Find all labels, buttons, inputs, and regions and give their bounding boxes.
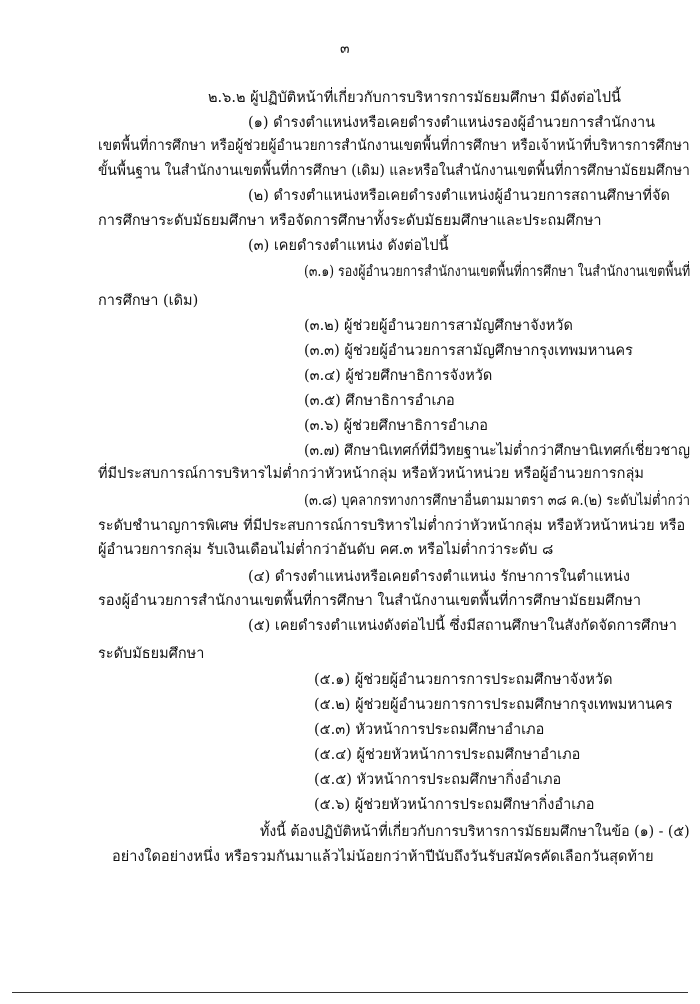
item-3-6: (๓.๖) ผู้ช่วยศึกษาธิการอำเภอ xyxy=(304,418,488,434)
item-3-5: (๓.๕) ศึกษาธิการอำเภอ xyxy=(304,393,455,409)
bottom-edge-line xyxy=(12,992,688,993)
item-3-8-line-3: ผู้อำนวยการกลุ่ม รับเงินเดือนไม่ต่ำกว่าอันดับ คศ.๓ หรือไม่ต่ำกว่าระดับ ๘ xyxy=(98,542,554,558)
closing-line-2: อย่างใดอย่างหนึ่ง หรือรวมกันมาแล้วไม่น้อยกว่าห้าปีนับถึงวันรับสมัครคัดเลือกวันสุดท้าย xyxy=(112,849,654,865)
item-5-2: (๕.๒) ผู้ช่วยผู้อำนวยการการประถมศึกษากรุงเทพมหานคร xyxy=(314,697,673,713)
item-3-4: (๓.๔) ผู้ช่วยศึกษาธิการจังหวัด xyxy=(304,368,493,384)
item-5-1: (๕.๑) ผู้ช่วยผู้อำนวยการการประถมศึกษาจังหวัด xyxy=(314,672,613,688)
item-2-line-2: การศึกษาระดับมัธยมศึกษา หรือจัดการศึกษาทั้งระดับมัธยมศึกษาและประถมศึกษา xyxy=(98,213,602,229)
closing-line-1: ทั้งนี้ ต้องปฏิบัติหน้าที่เกี่ยวกับการบริหารการมัธยมศึกษาในข้อ (๑) - (๕) xyxy=(260,824,690,840)
item-1-line-2: เขตพื้นที่การศึกษา หรือผู้ช่วยผู้อำนวยการสำนักงานเขตพื้นที่การศึกษา หรือเจ้าหน้าที่บริหารการศึกษา xyxy=(98,138,690,154)
item-2-line-1: (๒) ดำรงตำแหน่งหรือเคยดำรงตำแหน่งผู้อำนวยการสถานศึกษาที่จัด xyxy=(248,188,670,204)
item-4-line-2: รองผู้อำนวยการสำนักงานเขตพื้นที่การศึกษา ในสำนักงานเขตพื้นที่การศึกษามัธยมศึกษา xyxy=(98,593,641,609)
item-5-4: (๕.๔) ผู้ช่วยหัวหน้าการประถมศึกษาอำเภอ xyxy=(314,747,581,763)
item-5-line-2: ระดับมัธยมศึกษา xyxy=(98,646,205,662)
item-5-6: (๕.๖) ผู้ช่วยหัวหน้าการประถมศึกษากิ่งอำเภอ xyxy=(314,797,595,813)
item-3-2: (๓.๒) ผู้ช่วยผู้อำนวยการสามัญศึกษาจังหวัด xyxy=(304,318,573,334)
item-3-8-line-1: (๓.๘) บุคลากรทางการศึกษาอื่นตามมาตรา ๓๘ ค.(๒) ระดับไม่ต่ำกว่า xyxy=(304,493,691,509)
item-1-line-1: (๑) ดำรงตำแหน่งหรือเคยดำรงตำแหน่งรองผู้อำนวยการสำนักงาน xyxy=(248,115,656,131)
page-number: ๓ xyxy=(340,41,350,57)
item-4-line-1: (๔) ดำรงตำแหน่งหรือเคยดำรงตำแหน่ง รักษาการในตำแหน่ง xyxy=(248,569,630,585)
item-5-5: (๕.๕) หัวหน้าการประถมศึกษากิ่งอำเภอ xyxy=(314,772,562,788)
item-3-3: (๓.๓) ผู้ช่วยผู้อำนวยการสามัญศึกษากรุงเทพมหานคร xyxy=(304,343,633,359)
item-3-heading: (๓) เคยดำรงตำแหน่ง ดังต่อไปนี้ xyxy=(248,238,449,254)
item-3-7-line-2: ที่มีประสบการณ์การบริหารไม่ต่ำกว่าหัวหน้ากลุ่ม หรือหัวหน้าหน่วย หรือผู้อำนวยการกลุ่ม xyxy=(98,466,644,482)
item-5-line-1: (๕) เคยดำรงตำแหน่งดังต่อไปนี้ ซึ่งมีสถานศึกษาในสังกัดจัดการศึกษา xyxy=(248,618,677,634)
item-1-line-3: ขั้นพื้นฐาน ในสำนักงานเขตพื้นที่การศึกษา (เดิม) และหรือในสำนักงานเขตพื้นที่การศึกษามัธยมศึกษา xyxy=(98,163,690,179)
item-3-1-line-2: การศึกษา (เดิม) xyxy=(98,293,199,309)
section-heading: ๒.๖.๒ ผู้ปฏิบัติหน้าที่เกี่ยวกับการบริหารการมัธยมศึกษา มีดังต่อไปนี้ xyxy=(208,90,621,106)
item-5-3: (๕.๓) หัวหน้าการประถมศึกษาอำเภอ xyxy=(314,722,545,738)
item-3-7-line-1: (๓.๗) ศึกษานิเทศก์ที่มีวิทยฐานะไม่ต่ำกว่าศึกษานิเทศก์เชี่ยวชาญ xyxy=(304,443,690,459)
item-3-8-line-2: ระดับชำนาญการพิเศษ ที่มีประสบการณ์การบริหารไม่ต่ำกว่าหัวหน้ากลุ่ม หรือหัวหน้าหน่วย หรือ xyxy=(98,518,686,534)
item-3-1-line-1: (๓.๑) รองผู้อำนวยการสำนักงานเขตพื้นที่การศึกษา ในสำนักงานเขตพื้นที่ xyxy=(304,264,691,280)
